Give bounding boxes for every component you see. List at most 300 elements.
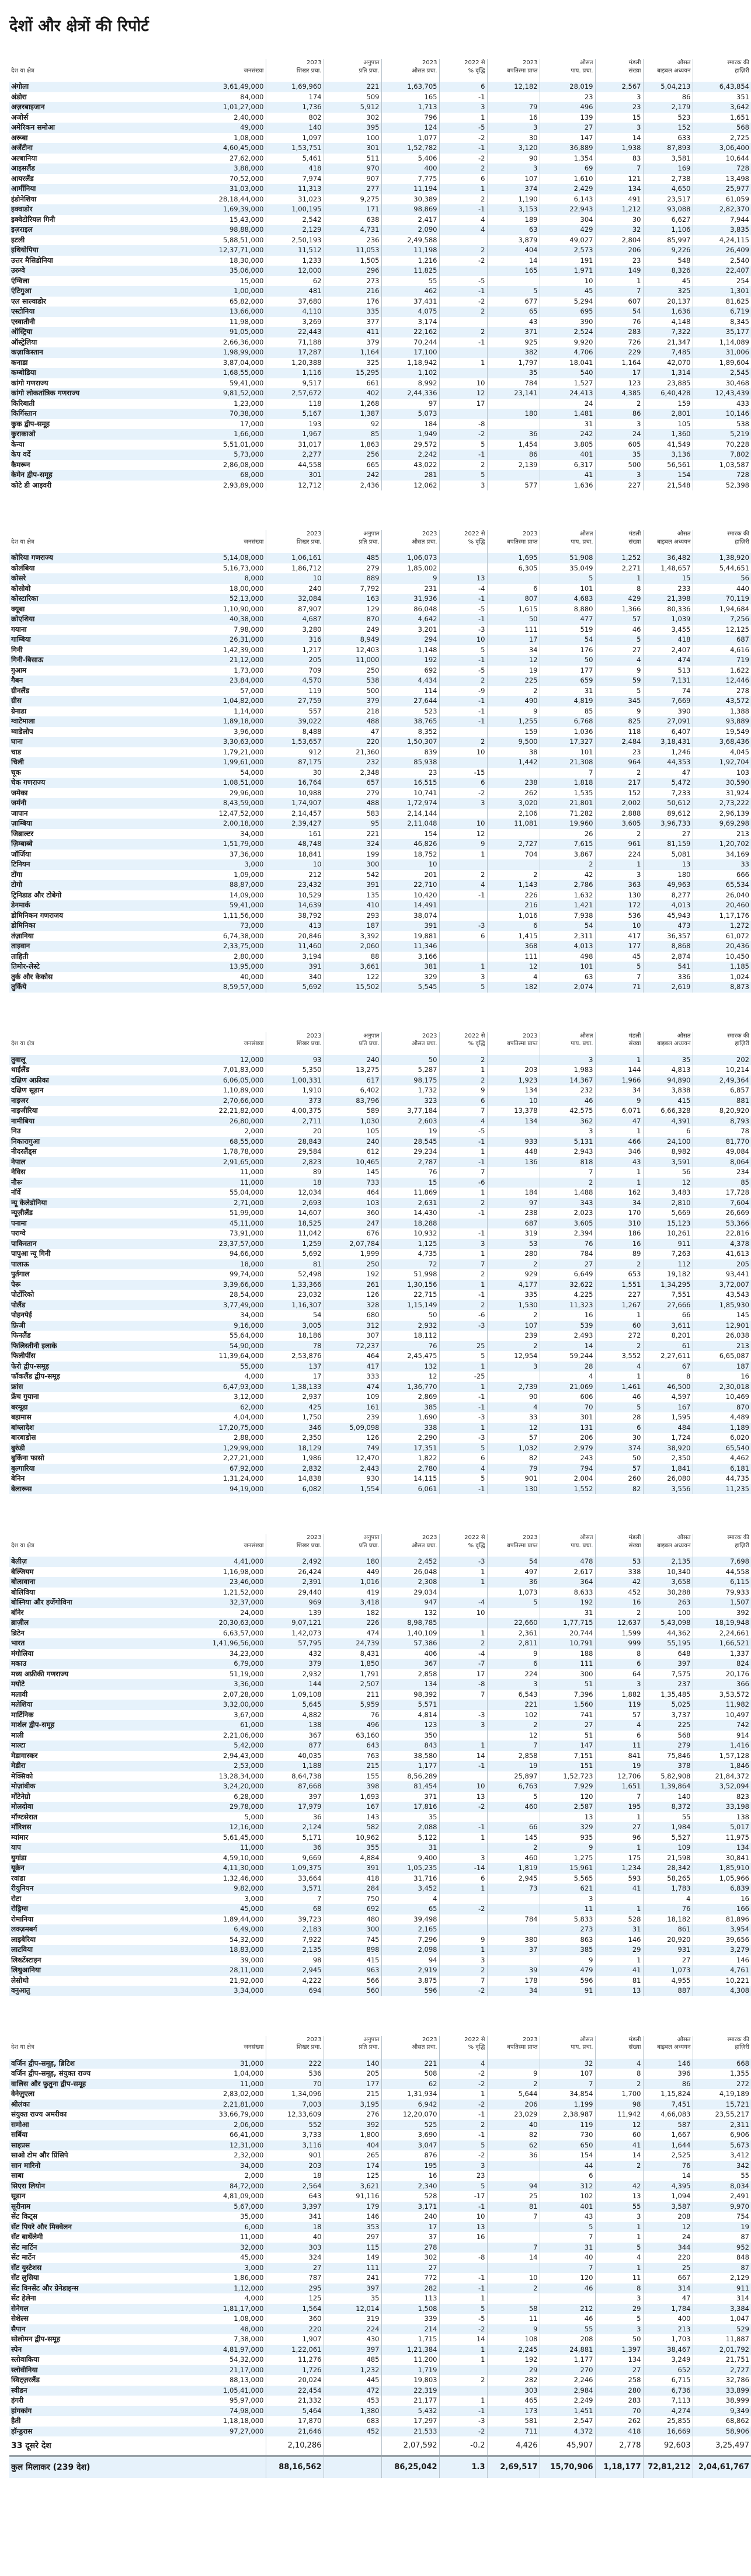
average-publishers: 22,710 [381,880,439,890]
congregations: 4 [595,1720,643,1731]
ratio: 220 [324,737,381,747]
average-publishers: 2,340 [381,2181,439,2192]
baptized: 1,819 [487,1863,540,1874]
average-publishers: 3,690 [381,2130,439,2140]
percent-increase: 10 [439,1781,487,1792]
bible-studies: 38,467 [643,2345,693,2355]
average-pioneers: 1,560 [540,1700,595,1710]
peak-publishers: 2,492 [266,1557,324,1567]
column-header-line1: औसत [677,2036,691,2043]
bible-studies: 45 [643,276,693,287]
average-publishers: 1,63,705 [381,82,439,92]
memorial-attendance: 12,901 [693,1321,751,1331]
average-publishers: 406 [381,1649,439,1659]
average-pioneers: 496 [540,102,595,113]
bible-studies: 1,48,657 [643,563,693,574]
baptized [487,859,540,870]
peak-publishers: 391 [266,962,324,972]
country-name: मार्शल द्वीप-समूह [9,1720,207,1731]
country-name: हैती [9,2416,207,2427]
memorial-attendance: 213 [693,1341,751,1352]
table-row [9,1228,751,1239]
percent-increase: 6 [439,778,487,788]
column-header-line1: 2022 से [464,2036,485,2043]
memorial-attendance: 44,735 [693,1474,751,1484]
percent-increase: -2 [439,2150,487,2161]
congregations: 34 [595,1198,643,1209]
average-pioneers: 2,38,987 [540,2109,595,2120]
bible-studies: 74 [643,686,693,697]
bible-studies: 1,644 [643,2140,693,2151]
table-row [9,174,751,185]
column-header-country-name [9,530,207,553]
country-name: सेंट पियरे और मिक्वेलन [9,2222,207,2233]
population: 12,37,71,000 [207,245,266,256]
bible-studies: 44,362 [643,1628,693,1639]
population: 28,54,000 [207,1290,266,1300]
table-row [9,1792,751,1802]
congregations: 2 [595,2079,643,2090]
average-pioneers: 120 [540,2273,595,2283]
average-publishers: 240 [381,2212,439,2222]
memorial-attendance: 1,024 [693,972,751,983]
country-name: रोटा [9,1894,207,1905]
average-publishers: 11,346 [381,941,439,952]
peak-publishers: 1,736 [266,102,324,113]
average-publishers: 132 [381,1362,439,1372]
percent-increase [439,757,487,768]
percent-increase: -1 [439,1137,487,1147]
population: 1,08,51,000 [207,778,266,788]
baptized: 107 [487,1321,540,1331]
percent-increase: 1 [439,1884,487,1894]
population: 7,01,83,000 [207,1065,266,1075]
percent-increase: -2 [439,2324,487,2335]
percent-increase: 6 [439,1874,487,1884]
memorial-attendance: 728 [693,163,751,174]
percent-increase: -1 [439,143,487,154]
memorial-attendance: 187 [693,1362,751,1372]
memorial-attendance: 1,337 [693,1649,751,1659]
memorial-attendance: 10,469 [693,1392,751,1402]
column-header-line2: शिखर प्रचा. [296,1542,322,1549]
country-name: नॉर्वे [9,1188,207,1198]
average-pioneers: 188 [540,1649,595,1659]
population: 3,24,20,000 [207,1781,266,1792]
average-publishers: 9 [381,573,439,584]
bible-studies: 55,195 [643,1638,693,1649]
peak-publishers: 8,64,738 [266,1771,324,1782]
table-row [9,2171,751,2181]
country-name: मोलदोवा [9,1802,207,1812]
bible-studies: 3,96,733 [643,819,693,829]
average-publishers: 11,869 [381,1188,439,1198]
congregations: 57 [595,1464,643,1474]
baptized: 677 [487,297,540,307]
average-publishers: 2,631 [381,1198,439,1209]
baptized [487,2059,540,2069]
memorial-attendance: 234 [693,1167,751,1178]
bible-studies: 58,265 [643,1874,693,1884]
memorial-attendance: 56 [693,573,751,584]
ratio: 35 [324,2293,381,2304]
table-row [9,573,751,584]
ratio: 509 [324,92,381,103]
country-name: क्रोएशिया [9,614,207,625]
peak-publishers: 18,841 [266,850,324,860]
percent-increase: 12 [439,829,487,840]
bible-studies: 5,82,908 [643,1771,693,1782]
ratio: 279 [324,563,381,574]
average-pioneers: 21,308 [540,757,595,768]
average-pioneers: 11,323 [540,1300,595,1311]
bible-studies: 1,360 [643,429,693,440]
peak-publishers: 1,22,061 [266,2345,324,2355]
ratio: 391 [324,880,381,890]
baptized: 371 [487,327,540,337]
population: 35,000 [207,2212,266,2222]
congregations: 64 [595,1669,643,1680]
column-header-line2: औसत प्रचा. [411,2044,437,2051]
bible-studies: 66 [643,1310,693,1321]
average-pioneers: 51 [540,1731,595,1741]
congregations: 31 [595,1924,643,1935]
average-publishers: 26,048 [381,1567,439,1578]
baptized [487,399,540,409]
average-pioneers: 390 [540,317,595,328]
population: 15,43,000 [207,215,266,225]
memorial-attendance: 4,24,115 [693,235,751,246]
percent-increase [439,235,487,246]
column-header-country-name [9,2036,207,2059]
table-row [9,1351,751,1362]
percent-increase [439,317,487,328]
population: 51,19,000 [207,1669,266,1680]
average-publishers: 38,580 [381,1751,439,1762]
baptized: 1,415 [487,931,540,942]
percent-increase: 7 [439,1106,487,1116]
average-pioneers: 50 [540,655,595,666]
congregations: 999 [595,1638,643,1649]
population: 61,000 [207,1720,266,1731]
percent-increase [439,2365,487,2376]
percent-increase: 4 [439,880,487,890]
ratio: 745 [324,1935,381,1945]
bible-studies: 8,277 [643,890,693,901]
ratio: 377 [324,317,381,328]
country-name: समोआ [9,2120,207,2131]
percent-increase: 17 [439,1669,487,1680]
country-name: अज़रबाइजान [9,102,207,113]
peak-publishers: 1,00,195 [266,204,324,215]
baptized: 6 [487,1659,540,1669]
peak-publishers: 48,748 [266,839,324,850]
peak-publishers: 2,50,193 [266,235,324,246]
percent-increase: 9 [439,1935,487,1945]
percent-increase: -1 [439,204,487,215]
percent-increase: 1 [439,1249,487,1259]
average-publishers: 17,100 [381,347,439,358]
report-table [9,1534,751,1996]
ratio: 211 [324,1690,381,1700]
percent-increase: -3 [439,1710,487,1721]
congregations: 1,599 [595,1628,643,1639]
average-pioneers: 91 [540,1986,595,1996]
congregations: 262 [595,2416,643,2427]
country-name: कोसरे [9,573,207,584]
percent-increase: 6 [439,931,487,942]
population: 39,000 [207,1955,266,1966]
peak-publishers: 17 [266,1371,324,1382]
congregations: 12 [595,2120,643,2131]
table-row [9,1843,751,1853]
average-publishers: 2,919 [381,1965,439,1976]
column-header-line1: अनुपात [363,1534,380,1541]
population: 3,30,63,000 [207,737,266,747]
congregations: 5 [595,686,643,697]
baptized: 107 [487,174,540,185]
average-pioneers: 2 [540,1178,595,1188]
peak-publishers: 1,967 [266,429,324,440]
congregations [595,1894,643,1905]
memorial-attendance: 11,982 [693,1700,751,1710]
peak-publishers: 2,693 [266,1198,324,1209]
column-header-country-name [9,59,207,82]
country-name: टिनियन [9,859,207,870]
congregations: 1 [595,1812,643,1823]
population: 3,000 [207,2263,266,2274]
percent-increase: -4 [439,1649,487,1659]
average-pioneers: 312 [540,2181,595,2192]
population: 4,81,97,000 [207,2345,266,2355]
ratio: 146 [324,2212,381,2222]
percent-increase: -2 [439,2079,487,2090]
congregations: 3 [595,92,643,103]
peak-publishers: 709 [266,666,324,676]
average-publishers: 1,72,974 [381,798,439,809]
baptized [487,1894,540,1905]
bible-studies: 45,943 [643,911,693,921]
memorial-attendance: 166 [693,1904,751,1914]
bible-studies: 5,04,213 [643,82,693,92]
table-row [9,194,751,205]
percent-increase: 1 [439,1065,487,1075]
peak-publishers: 360 [266,2314,324,2324]
population: 34,000 [207,2161,266,2171]
peak-publishers: 1,09,375 [266,1863,324,1874]
bible-studies: 2,801 [643,409,693,419]
percent-increase: 7 [439,1259,487,1270]
memorial-attendance: 8,034 [693,2181,751,2192]
peak-publishers: 4,00,375 [266,1106,324,1116]
peak-publishers: 54 [266,1310,324,1321]
bible-studies: 16,669 [643,2427,693,2437]
ratio: 83,796 [324,1096,381,1106]
average-publishers: 8,352 [381,727,439,737]
congregations: 6 [595,1731,643,1741]
baptized: 82 [487,1453,540,1464]
peak-publishers: 2,832 [266,1464,324,1474]
average-pioneers: 32,622 [540,1280,595,1290]
ratio: 480 [324,1914,381,1925]
column-header-line2: शिखर प्रचा. [296,538,322,545]
column-header-average-publishers [381,59,439,82]
country-name: कोस्टारिका [9,594,207,604]
population: 1,79,21,000 [207,747,266,758]
table-row [9,1781,751,1792]
column-header-baptized [487,2036,540,2059]
ratio: 733 [324,1178,381,1188]
average-publishers: 6,061 [381,1484,439,1495]
table-row [9,1188,751,1198]
congregations: 149 [595,266,643,276]
population: 23,84,000 [207,676,266,686]
bible-studies: 42,070 [643,358,693,368]
percent-increase: -0.2 [439,2436,487,2456]
table-row [9,1894,751,1905]
ratio: 328 [324,1300,381,1311]
table-row [9,1720,751,1731]
bible-studies: 5,527 [643,1833,693,1843]
average-publishers: 4,735 [381,1249,439,1259]
bible-studies: 167 [643,1402,693,1413]
memorial-attendance: 911 [693,2283,751,2294]
percent-increase: 2 [439,676,487,686]
ratio: 88 [324,952,381,962]
percent-increase: -1 [439,716,487,727]
column-header-line1: मंडली [628,1032,641,1039]
average-pioneers: 27 [540,1720,595,1731]
memorial-attendance: 272 [693,2079,751,2090]
table-row [9,2283,751,2294]
baptized: 182 [487,982,540,993]
bible-studies: 112 [643,1259,693,1270]
congregations: 83 [595,154,643,164]
peak-publishers: 1,750 [266,1412,324,1423]
bible-studies: 6 [643,1126,693,1137]
average-publishers: 65 [381,1904,439,1914]
baptized: 2 [487,870,540,880]
ratio: 661 [324,378,381,389]
peak-publishers: 340 [266,972,324,983]
column-header-line2: संख्या [628,2044,641,2051]
average-pioneers: 1,983 [540,1065,595,1075]
peak-publishers: 481 [266,286,324,297]
congregations: 3 [595,470,643,481]
congregations: 593 [595,1874,643,1884]
baptized: 136 [487,1157,540,1168]
congregations: 175 [595,1853,643,1864]
congregations: 2 [595,399,643,409]
country-name: तिमोर-लेस्टे [9,962,207,972]
population: 1,99,61,000 [207,757,266,768]
ratio: 474 [324,1628,381,1639]
ratio: 2,443 [324,1464,381,1474]
ratio: 177 [324,2079,381,2090]
baptized: 929 [487,1269,540,1280]
peak-publishers: 4,570 [266,676,324,686]
table-row [9,2293,751,2304]
ratio: 324 [324,839,381,850]
country-name: इथियोपिया [9,245,207,256]
report-table [9,530,751,993]
ratio: 2,348 [324,768,381,778]
peak-publishers: 10,529 [266,890,324,901]
average-publishers: 4,814 [381,1710,439,1721]
table-row [9,921,751,931]
memorial-attendance: 2,49,364 [693,1075,751,1086]
table-row [9,1567,751,1578]
average-pioneers: 1,199 [540,2100,595,2110]
country-name: लाटविया [9,1945,207,1955]
column-header-memorial-attendance [693,1534,751,1557]
percent-increase: -5 [439,276,487,287]
peak-publishers: 40 [266,2232,324,2243]
percent-increase: -1 [439,2273,487,2283]
baptized: 238 [487,1208,540,1219]
population: 6,000 [207,2222,266,2233]
average-pioneers: 1,527 [540,378,595,389]
bible-studies: 41,549 [643,440,693,450]
country-name: जापान [9,809,207,819]
congregations: 1 [595,1310,643,1321]
baptized: 3,120 [487,143,540,154]
population: 2,88,000 [207,1433,266,1443]
average-pioneers: 5,833 [540,1914,595,1925]
average-publishers: 50 [381,1310,439,1321]
bible-studies: 279 [643,1740,693,1751]
baptized: 7 [487,1740,540,1751]
peak-publishers: 212 [266,870,324,880]
percent-increase: -1 [439,1484,487,1495]
population: 11,000 [207,1167,266,1178]
country-name: हांगकांग [9,2406,207,2417]
percent-increase: -1 [439,1822,487,1833]
congregations: 86 [595,409,643,419]
baptized: 4,426 [487,2436,540,2456]
ratio: 205 [324,2069,381,2079]
table-row [9,429,751,440]
congregations: 9 [595,666,643,676]
average-publishers: 231 [381,584,439,594]
baptized: 3 [487,123,540,133]
table-row [9,1557,751,1567]
column-header-line2: प्रति प्रचा. [359,67,380,74]
table-row [9,1761,751,1771]
memorial-attendance: 30,841 [693,1853,751,1864]
memorial-attendance: 35,177 [693,327,751,337]
population: 34,000 [207,829,266,840]
ratio: 122 [324,972,381,983]
peak-publishers: 1,20,388 [266,358,324,368]
percent-increase: 25 [439,1341,487,1352]
average-publishers: 525 [381,2120,439,2131]
table-row [9,962,751,972]
bible-studies: 5,472 [643,778,693,788]
bible-studies: 5,669 [643,1208,693,1219]
table-row [9,1863,751,1874]
percent-increase: -1 [439,2109,487,2120]
table-row [9,1679,751,1690]
peak-publishers: 22,454 [266,2386,324,2396]
population: 2,21,06,000 [207,1731,266,1741]
average-publishers: 154 [381,829,439,840]
table-row [9,1659,751,1669]
peak-publishers: 1,726 [266,2365,324,2376]
percent-increase: 10 [439,378,487,389]
ratio: 511 [324,154,381,164]
bible-studies: 263 [643,1597,693,1608]
